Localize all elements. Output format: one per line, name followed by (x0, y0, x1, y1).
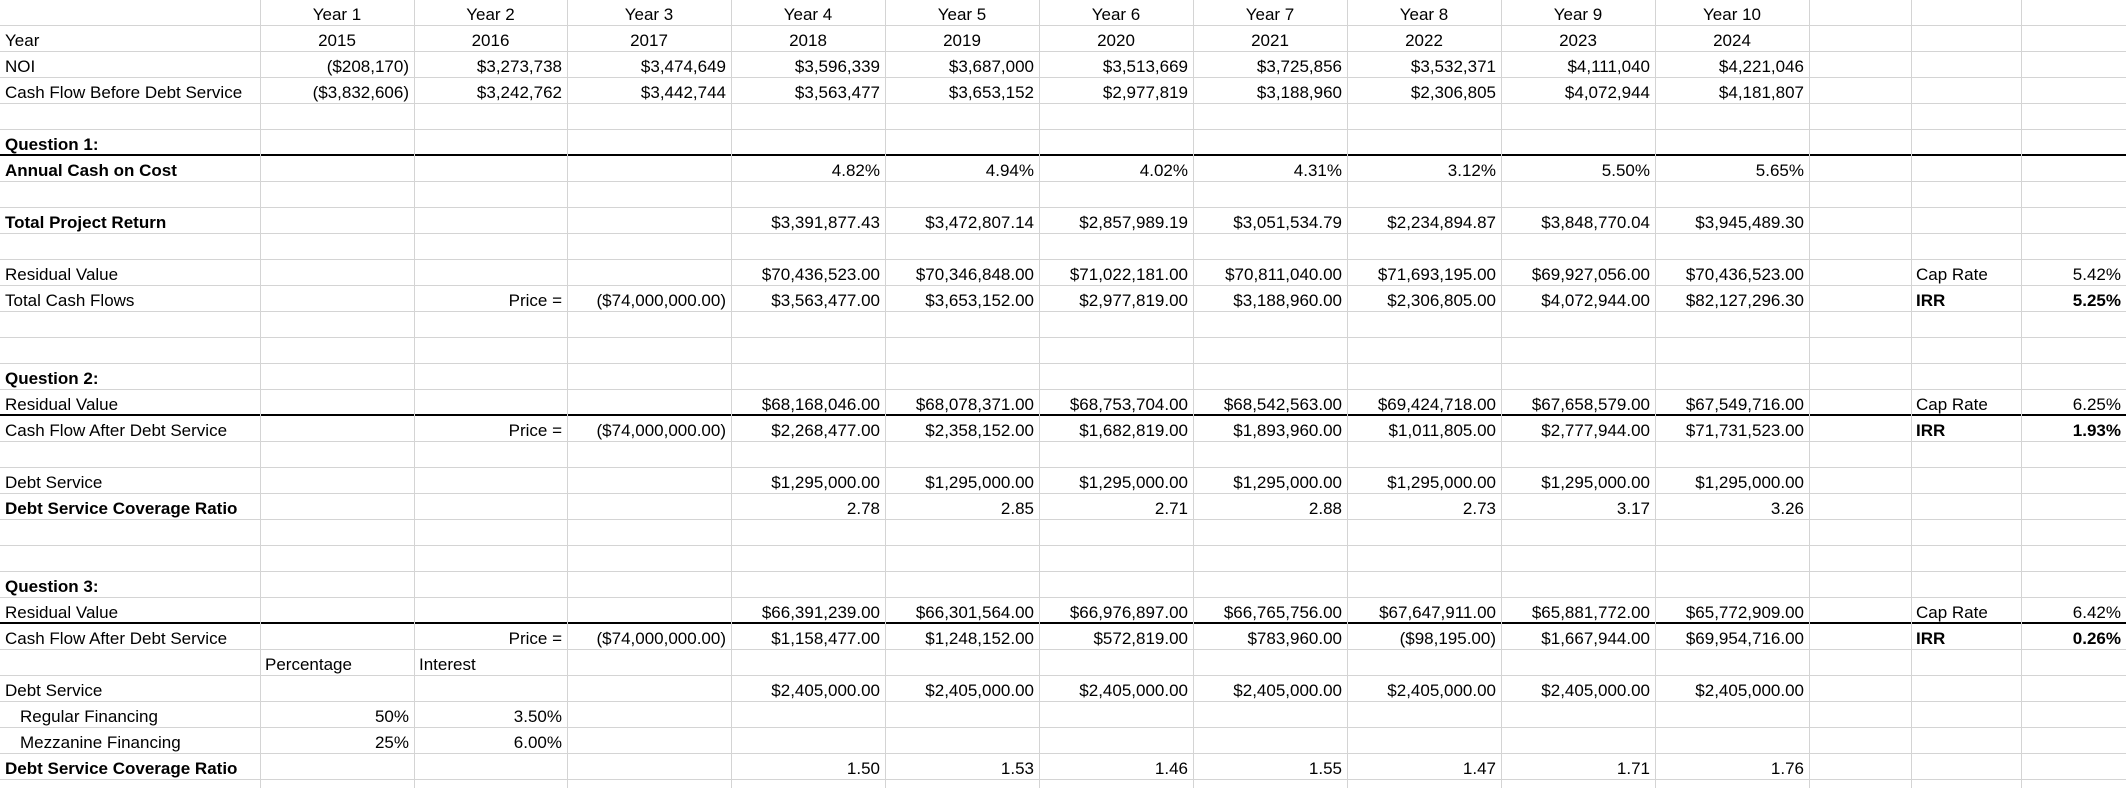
q2-debt-service-coverage-ratio-value[interactable]: 2.78 (846, 499, 880, 518)
q2-cash-flow-after-debt-service-label: Cash Flow After Debt Service (5, 421, 228, 440)
q2-residual-value-value[interactable]: $67,549,716.00 (1685, 395, 1804, 414)
q3-debt-service-coverage-ratio-value[interactable]: 1.50 (846, 759, 880, 778)
total-cash-flows-value[interactable]: $2,977,819.00 (1079, 291, 1188, 310)
cash-flow-before-debt-service-value[interactable]: $3,563,477 (794, 83, 880, 102)
q2-cash-flow-after-debt-service-value[interactable]: $1,682,819.00 (1079, 421, 1188, 440)
regular-financing-label: Regular Financing (20, 707, 158, 726)
total-cash-flows-value[interactable]: $3,563,477.00 (771, 291, 880, 310)
q3-debt-service-value[interactable]: $2,405,000.00 (1541, 681, 1650, 700)
q2-debt-service-value[interactable]: $1,295,000.00 (1541, 473, 1650, 492)
mezzanine-financing-interest[interactable]: 6.00% (513, 733, 562, 752)
q1-residual-value-value[interactable]: $70,436,523.00 (1685, 265, 1804, 284)
q3-cash-flow-after-debt-service-value[interactable]: $572,819.00 (1093, 629, 1188, 648)
q2-cash-flow-after-debt-service-value[interactable]: $71,731,523.00 (1685, 421, 1804, 440)
calendar-year-2: 2016 (471, 31, 510, 50)
q3-price-value[interactable]: ($74,000,000.00) (596, 629, 726, 648)
grid-row-line (0, 104, 2126, 130)
q3-debt-service-value[interactable]: $2,405,000.00 (1079, 681, 1188, 700)
calendar-year-1: 2015 (318, 31, 356, 50)
cash-flow-before-debt-service-value[interactable]: $2,306,805 (1410, 83, 1496, 102)
cash-flow-before-debt-service-value[interactable]: $4,181,807 (1718, 83, 1804, 102)
cash-flow-before-debt-service-value[interactable]: $3,653,152 (948, 83, 1034, 102)
cash-flow-before-debt-service-value[interactable]: $4,072,944 (1564, 83, 1650, 102)
year-header-5: Year 5 (937, 5, 987, 24)
q2-residual-value-value[interactable]: $68,168,046.00 (761, 395, 880, 414)
q2-residual-value-label: Residual Value (5, 395, 119, 414)
year-header-10: Year 10 (1703, 5, 1761, 24)
total-project-return-value[interactable]: $2,857,989.19 (1079, 213, 1188, 232)
annual-cash-on-cost-value[interactable]: 5.50% (1601, 161, 1650, 180)
q2-price-label: Price = (508, 421, 562, 440)
q1-residual-value-label: Residual Value (5, 265, 119, 284)
q2-debt-service-coverage-ratio-label: Debt Service Coverage Ratio (5, 499, 238, 518)
grid-row-line (0, 312, 2126, 338)
q3-price-label: Price = (508, 629, 562, 648)
cash-flow-before-debt-service-value[interactable]: $2,977,819 (1102, 83, 1188, 102)
noi-value[interactable]: $3,474,649 (640, 57, 726, 76)
q3-residual-value-label: Residual Value (5, 603, 119, 622)
annual-cash-on-cost-value[interactable]: 5.65% (1755, 161, 1804, 180)
q2-cash-flow-after-debt-service-value[interactable]: $1,011,805.00 (1388, 421, 1496, 440)
grid-row-line (0, 546, 2126, 572)
calendar-year-6: 2020 (1097, 31, 1135, 50)
grid-row-line (0, 520, 2126, 546)
total-cash-flows-value[interactable]: $3,188,960.00 (1233, 291, 1342, 310)
q2-debt-service-value[interactable]: $1,295,000.00 (1079, 473, 1188, 492)
q2-debt-service-value[interactable]: $1,295,000.00 (1233, 473, 1342, 492)
noi-value[interactable]: $3,513,669 (1102, 57, 1188, 76)
q3-cap-rate-value[interactable]: 6.42% (2072, 603, 2121, 622)
calendar-year-7: 2021 (1251, 31, 1289, 50)
q1-cap-rate-label: Cap Rate (1916, 265, 1988, 284)
annual-cash-on-cost-value[interactable]: 4.02% (1139, 161, 1188, 180)
q1-residual-value-value[interactable]: $70,346,848.00 (915, 265, 1034, 284)
total-cash-flows-value[interactable]: $82,127,296.30 (1685, 291, 1804, 310)
q3-debt-service-coverage-ratio-value[interactable]: 1.76 (1770, 759, 1804, 778)
q1-irr-value[interactable]: 5.25% (2072, 291, 2121, 310)
grid-row-line (0, 234, 2126, 260)
q3-debt-service-value[interactable]: $2,405,000.00 (1387, 681, 1496, 700)
q2-residual-value-value[interactable]: $68,542,563.00 (1223, 395, 1342, 414)
q3-cap-rate-label: Cap Rate (1916, 603, 1988, 622)
q3-debt-service-label: Debt Service (5, 681, 103, 700)
q1-price-label: Price = (508, 291, 562, 310)
total-project-return-value[interactable]: $3,472,807.14 (925, 213, 1034, 232)
q2-price-value[interactable]: ($74,000,000.00) (596, 421, 726, 440)
noi-value[interactable]: $4,221,046 (1718, 57, 1804, 76)
q2-residual-value-value[interactable]: $67,658,579.00 (1531, 395, 1650, 414)
calendar-year-3: 2017 (630, 31, 668, 50)
noi-value[interactable]: $4,111,040 (1567, 57, 1650, 76)
q2-debt-service-coverage-ratio-value[interactable]: 3.17 (1616, 499, 1650, 518)
q2-cap-rate-label: Cap Rate (1916, 395, 1988, 414)
q2-debt-service-coverage-ratio-value[interactable]: 2.88 (1308, 499, 1342, 518)
q3-cash-flow-after-debt-service-value[interactable]: $69,954,716.00 (1685, 629, 1804, 648)
q2-cash-flow-after-debt-service-value[interactable]: $1,893,960.00 (1233, 421, 1342, 440)
grid-column-line (567, 0, 568, 788)
question-1-title: Question 1: (5, 135, 99, 154)
total-project-return-label: Total Project Return (5, 213, 167, 232)
q3-cash-flow-after-debt-service-value[interactable]: $1,667,944.00 (1541, 629, 1650, 648)
q2-debt-service-value[interactable]: $1,295,000.00 (1695, 473, 1804, 492)
cash-flow-before-debt-service-value[interactable]: ($3,832,606) (312, 83, 409, 102)
row-label-year: Year (5, 31, 40, 50)
q3-cash-flow-after-debt-service-label: Cash Flow After Debt Service (5, 629, 228, 648)
calendar-year-5: 2019 (943, 31, 981, 50)
q3-cash-flow-after-debt-service-value[interactable]: $783,960.00 (1247, 629, 1342, 648)
q3-irr-label: IRR (1916, 629, 1946, 648)
q3-residual-value-value[interactable]: $66,301,564.00 (915, 603, 1034, 622)
question-2-title: Question 2: (5, 369, 99, 388)
q3-debt-service-coverage-ratio-value[interactable]: 1.71 (1616, 759, 1650, 778)
q2-cash-flow-after-debt-service-value[interactable]: $2,268,477.00 (771, 421, 880, 440)
year-header-1: Year 1 (312, 5, 362, 24)
cash-flow-before-debt-service-label: Cash Flow Before Debt Service (5, 83, 243, 102)
year-header-4: Year 4 (783, 5, 833, 24)
q3-residual-value-value[interactable]: $67,647,911.00 (1379, 603, 1496, 622)
grid-row-line (0, 338, 2126, 364)
q2-residual-value-value[interactable]: $69,424,718.00 (1377, 395, 1496, 414)
q2-debt-service-coverage-ratio-value[interactable]: 3.26 (1770, 499, 1804, 518)
calendar-year-4: 2018 (789, 31, 827, 50)
cash-flow-before-debt-service-value[interactable]: $3,188,960 (1256, 83, 1342, 102)
calendar-year-9: 2023 (1559, 31, 1597, 50)
q2-cash-flow-after-debt-service-value[interactable]: $2,358,152.00 (925, 421, 1034, 440)
q2-irr-label: IRR (1916, 421, 1946, 440)
q3-debt-service-value[interactable]: $2,405,000.00 (1695, 681, 1804, 700)
q3-cash-flow-after-debt-service-value[interactable]: $1,158,477.00 (771, 629, 880, 648)
q2-cap-rate-value[interactable]: 6.25% (2072, 395, 2121, 414)
year-header-2: Year 2 (466, 5, 515, 24)
q1-residual-value-value[interactable]: $71,693,195.00 (1377, 265, 1496, 284)
mezzanine-financing-label: Mezzanine Financing (20, 733, 181, 752)
mezzanine-financing-percentage[interactable]: 25% (374, 733, 409, 752)
question-3-title: Question 3: (5, 577, 99, 596)
q3-cash-flow-after-debt-service-value[interactable]: ($98,195.00) (1399, 629, 1496, 648)
q1-residual-value-value[interactable]: $69,927,056.00 (1531, 265, 1650, 284)
regular-financing-percentage[interactable]: 50% (374, 707, 409, 726)
q3-residual-value-value[interactable]: $65,772,909.00 (1685, 603, 1804, 622)
q1-residual-value-value[interactable]: $70,436,523.00 (761, 265, 880, 284)
annual-cash-on-cost-value[interactable]: 3.12% (1447, 161, 1496, 180)
regular-financing-interest[interactable]: 3.50% (513, 707, 562, 726)
total-cash-flows-value[interactable]: $2,306,805.00 (1387, 291, 1496, 310)
q1-cap-rate-value[interactable]: 5.42% (2072, 265, 2121, 284)
q3-debt-service-coverage-ratio-value[interactable]: 1.47 (1462, 759, 1496, 778)
q3-debt-service-coverage-ratio-label: Debt Service Coverage Ratio (5, 759, 238, 778)
total-project-return-value[interactable]: $3,848,770.04 (1541, 213, 1650, 232)
q1-irr-label: IRR (1916, 291, 1946, 310)
cash-flow-before-debt-service-value[interactable]: $3,442,744 (640, 83, 726, 102)
q3-debt-service-value[interactable]: $2,405,000.00 (1233, 681, 1342, 700)
year-header-8: Year 8 (1399, 5, 1449, 24)
noi-value[interactable]: $3,687,000 (948, 57, 1034, 76)
total-project-return-value[interactable]: $2,234,894.87 (1387, 213, 1496, 232)
calendar-year-8: 2022 (1405, 31, 1443, 50)
grid-row-line (0, 442, 2126, 468)
q3-residual-value-value[interactable]: $66,391,239.00 (761, 603, 880, 622)
cash-flow-before-debt-service-value[interactable]: $3,242,762 (476, 83, 562, 102)
noi-value[interactable]: $3,596,339 (794, 57, 880, 76)
percentage-header: Percentage (265, 655, 352, 674)
total-cash-flows-label: Total Cash Flows (5, 291, 135, 310)
q3-debt-service-coverage-ratio-value[interactable]: 1.46 (1154, 759, 1188, 778)
q3-debt-service-value[interactable]: $2,405,000.00 (771, 681, 880, 700)
grid-row-line (0, 364, 2126, 390)
q1-residual-value-value[interactable]: $70,811,040.00 (1225, 265, 1342, 284)
q3-cash-flow-after-debt-service-value[interactable]: $1,248,152.00 (925, 629, 1034, 648)
noi-value[interactable]: $3,273,738 (476, 57, 562, 76)
q2-cash-flow-after-debt-service-value[interactable]: $2,777,944.00 (1541, 421, 1650, 440)
total-project-return-value[interactable]: $3,391,877.43 (771, 213, 880, 232)
q3-irr-value[interactable]: 0.26% (2072, 629, 2121, 648)
annual-cash-on-cost-label: Annual Cash on Cost (5, 161, 177, 180)
q2-debt-service-coverage-ratio-value[interactable]: 2.73 (1462, 499, 1496, 518)
q1-residual-value-value[interactable]: $71,022,181.00 (1069, 265, 1188, 284)
q3-debt-service-coverage-ratio-value[interactable]: 1.55 (1308, 759, 1342, 778)
year-header-6: Year 6 (1091, 5, 1141, 24)
total-cash-flows-value[interactable]: $4,072,944.00 (1541, 291, 1650, 310)
q3-residual-value-value[interactable]: $66,765,756.00 (1223, 603, 1342, 622)
calendar-year-10: 2024 (1713, 31, 1751, 50)
annual-cash-on-cost-value[interactable]: 4.31% (1293, 161, 1342, 180)
noi-label: NOI (5, 57, 36, 76)
q3-debt-service-coverage-ratio-value[interactable]: 1.53 (1000, 759, 1034, 778)
q2-debt-service-value[interactable]: $1,295,000.00 (925, 473, 1034, 492)
noi-value[interactable]: $3,725,856 (1256, 57, 1342, 76)
interest-header: Interest (419, 655, 476, 674)
grid-row-line (0, 130, 2126, 156)
q2-debt-service-value[interactable]: $1,295,000.00 (771, 473, 880, 492)
q3-residual-value-value[interactable]: $66,976,897.00 (1069, 603, 1188, 622)
annual-cash-on-cost-value[interactable]: 4.94% (985, 161, 1034, 180)
q3-debt-service-value[interactable]: $2,405,000.00 (925, 681, 1034, 700)
q2-debt-service-coverage-ratio-value[interactable]: 2.85 (1000, 499, 1034, 518)
q3-residual-value-value[interactable]: $65,881,772.00 (1531, 603, 1650, 622)
grid-row-line (0, 572, 2126, 598)
year-header-3: Year 3 (624, 5, 674, 24)
year-header-9: Year 9 (1553, 5, 1603, 24)
annual-cash-on-cost-value[interactable]: 4.82% (831, 161, 880, 180)
q2-debt-service-coverage-ratio-value[interactable]: 2.71 (1154, 499, 1188, 518)
year-header-7: Year 7 (1245, 5, 1295, 24)
q2-debt-service-value[interactable]: $1,295,000.00 (1387, 473, 1496, 492)
q2-residual-value-value[interactable]: $68,078,371.00 (915, 395, 1034, 414)
total-project-return-value[interactable]: $3,051,534.79 (1233, 213, 1342, 232)
noi-value[interactable]: ($208,170) (326, 57, 409, 76)
noi-value[interactable]: $3,532,371 (1410, 57, 1496, 76)
q2-irr-value[interactable]: 1.93% (2072, 421, 2121, 440)
total-project-return-value[interactable]: $3,945,489.30 (1695, 213, 1804, 232)
grid-column-line (1809, 0, 1810, 788)
q1-price-value[interactable]: ($74,000,000.00) (596, 291, 726, 310)
q2-debt-service-label: Debt Service (5, 473, 103, 492)
grid-row-line (0, 182, 2126, 208)
total-cash-flows-value[interactable]: $3,653,152.00 (925, 291, 1034, 310)
q2-residual-value-value[interactable]: $68,753,704.00 (1069, 395, 1188, 414)
